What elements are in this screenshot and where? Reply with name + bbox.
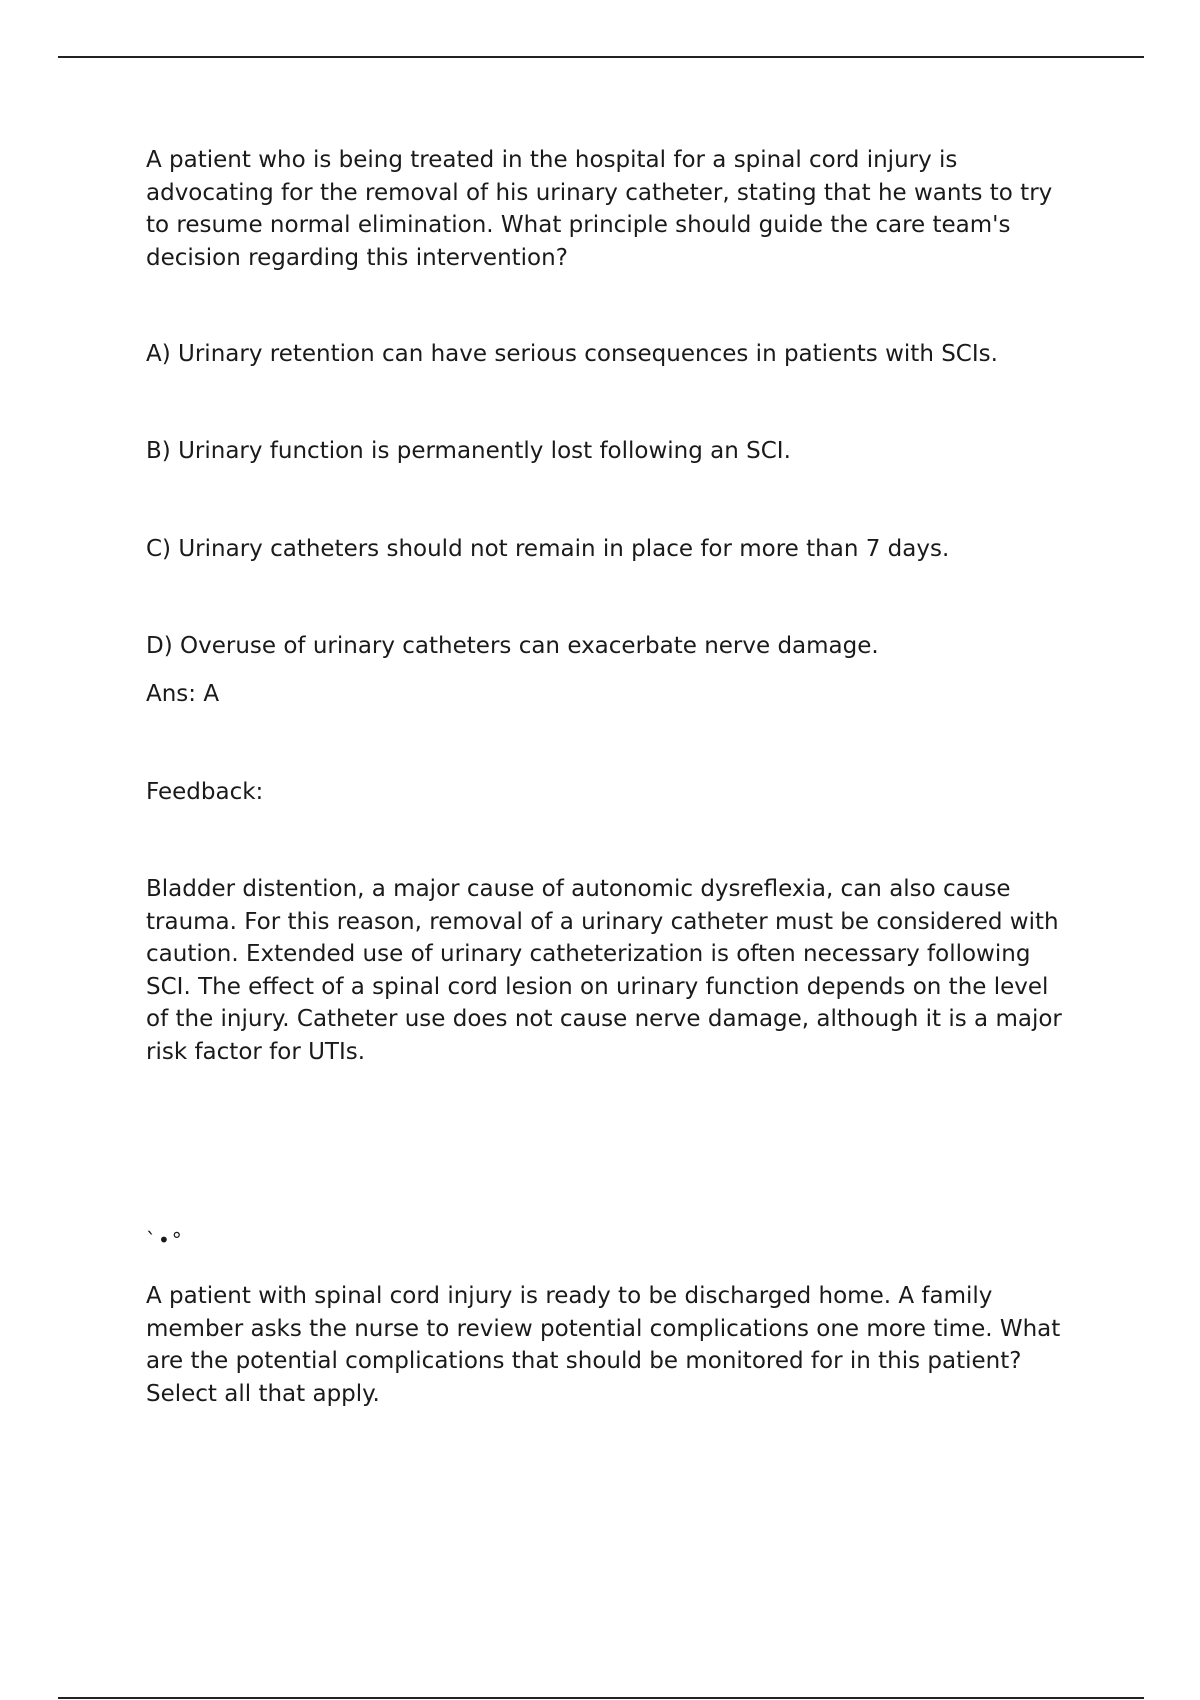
question-1-option-a: A) Urinary retention can have serious consequences in patients with SCIs. — [146, 341, 998, 367]
separator-marks: `•° — [146, 1228, 184, 1252]
question-1-option-d: D) Overuse of urinary catheters can exacerbate nerve damage. — [146, 633, 879, 659]
top-rule — [58, 56, 1144, 58]
question-1-option-c: C) Urinary catheters should not remain in place for more than 7 days. — [146, 536, 950, 562]
feedback-text: Bladder distention, a major cause of autonomic dysreflexia, can also cause trauma. For this reason, removal of a urinary catheter must be considered with caution. Extended use of urinary catheterization is often necessary following SCI. The effect of a spinal cord lesion on urinary function depends on the level of the injury. Catheter use does not cause nerve damage, although it is a major risk factor for UTIs. — [146, 876, 1062, 1065]
feedback-label: Feedback: — [146, 779, 264, 805]
question-2-stem: A patient with spinal cord injury is ready to be discharged home. A family member asks the nurse to review potential complications one more time. What are the potential complications that should be monitored for in this patient? Select all that apply. — [146, 1283, 1061, 1407]
question-1-stem: A patient who is being treated in the hospital for a spinal cord injury is advocating for the removal of his urinary catheter, stating that he wants to try to resume normal elimination. What principle should guide the care team's decision regarding this intervention? — [146, 147, 1053, 271]
question-1-answer: Ans: A — [146, 681, 220, 707]
bottom-rule — [58, 1697, 1144, 1699]
question-1-option-b: B) Urinary function is permanently lost following an SCI. — [146, 438, 791, 464]
